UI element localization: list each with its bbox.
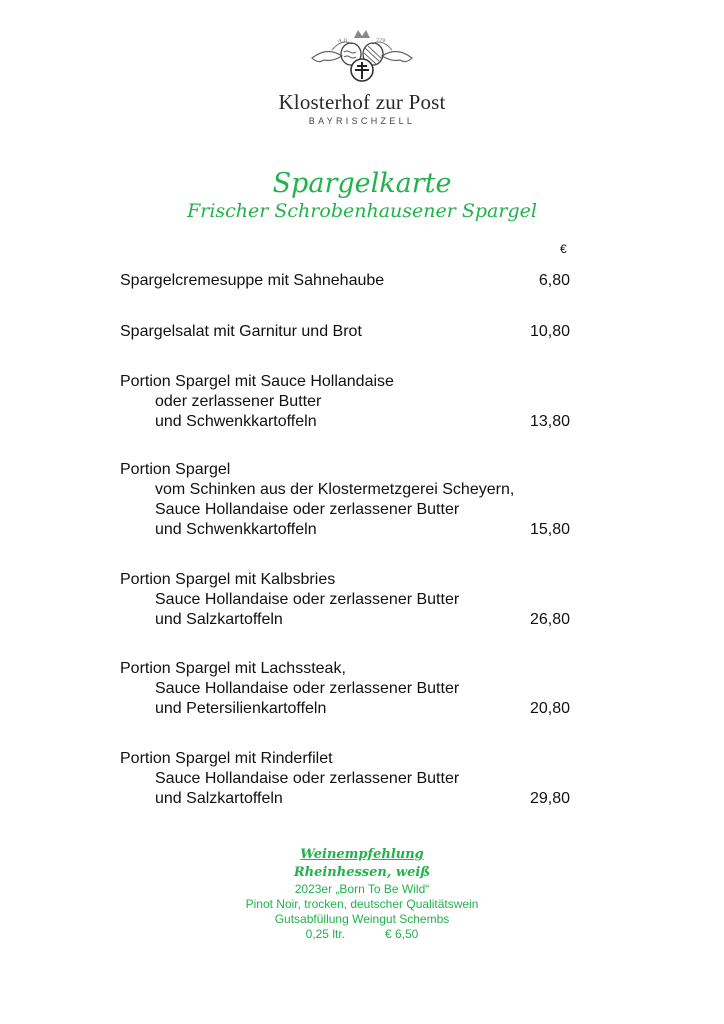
item-line: Sauce Hollandaise oder zerlassener Butter: [155, 680, 460, 697]
item-price: 26,80: [529, 611, 570, 628]
menu-item: [120, 271, 570, 291]
item-line: und Schwenkkartoffeln: [155, 521, 317, 538]
item-line: Spargelsalat mit Garnitur und Brot: [120, 323, 362, 340]
brand-name: Klosterhof zur Post: [278, 90, 446, 114]
page-subtitle: Frischer Schrobenhausener Spargel: [187, 200, 537, 222]
svg-text:A.D.: A.D.: [338, 38, 349, 44]
wine-producer: Gutsabfüllung Weingut Schembs: [274, 912, 450, 926]
wine-price: € 6,50: [384, 927, 419, 941]
currency-label: €: [560, 242, 567, 256]
wine-heading: Weinempfehlung: [300, 847, 424, 862]
item-line: Sauce Hollandaise oder zerlassener Butter: [155, 501, 460, 518]
logo: [0, 28, 724, 126]
wine-volume: 0,25 ltr.: [305, 927, 345, 941]
menu-item: [120, 322, 570, 342]
crest-icon: [302, 28, 422, 88]
wine-region: Rheinhessen, weiß: [293, 865, 431, 880]
menu-item: [120, 372, 570, 432]
wine-description: Pinot Noir, trocken, deutscher Qualitätswein: [245, 897, 479, 911]
item-line: Portion Spargel mit Sauce Hollandaise: [120, 373, 394, 390]
item-price: 6,80: [538, 272, 570, 289]
wine-name: 2023er „Born To Be Wild“: [294, 882, 430, 896]
item-price: 29,80: [529, 790, 570, 807]
item-line: Portion Spargel: [120, 461, 231, 478]
menu-item: [120, 570, 570, 630]
item-line: Portion Spargel mit Kalbsbries: [120, 571, 336, 588]
item-price: 20,80: [529, 700, 570, 717]
item-line: Portion Spargel mit Lachssteak,: [120, 660, 346, 677]
item-line: Sauce Hollandaise oder zerlassener Butter: [155, 770, 460, 787]
item-line: Portion Spargel mit Rinderfilet: [120, 750, 333, 767]
item-line: und Salzkartoffeln: [155, 790, 283, 807]
menu-item: [120, 460, 570, 540]
item-price: 15,80: [529, 521, 570, 538]
svg-text:779: 779: [376, 38, 386, 44]
item-line: oder zerlassener Butter: [155, 393, 322, 410]
item-price: 13,80: [529, 413, 570, 430]
wine-volume-price: [0, 927, 724, 942]
page-title: Spargelkarte: [272, 168, 452, 199]
wine-recommendation: [0, 846, 724, 942]
item-line: und Schwenkkartoffeln: [155, 413, 317, 430]
item-line: vom Schinken aus der Klostermetzgerei Scheyern,: [155, 481, 515, 498]
menu-item: [120, 659, 570, 719]
item-price: 10,80: [529, 323, 570, 340]
item-line: Spargelcremesuppe mit Sahnehaube: [120, 272, 385, 289]
menu-item: [120, 749, 570, 809]
item-line: Sauce Hollandaise oder zerlassener Butter: [155, 591, 460, 608]
brand-location: BAYRISCHZELL: [308, 116, 416, 126]
item-line: und Salzkartoffeln: [155, 611, 283, 628]
item-line: und Petersilienkartoffeln: [155, 700, 327, 717]
